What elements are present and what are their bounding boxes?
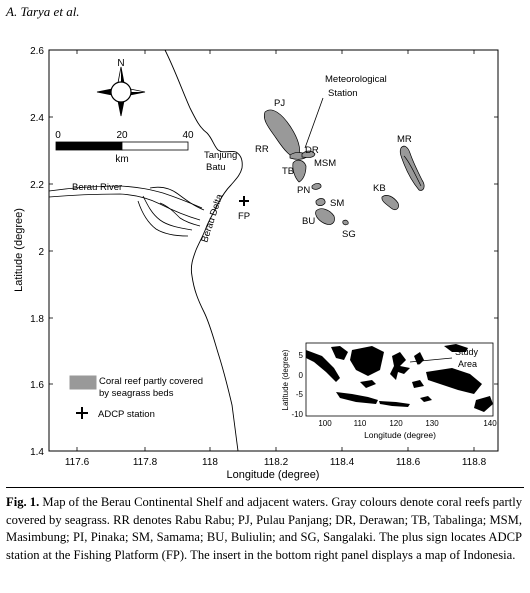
- label-bu: BU: [302, 216, 316, 227]
- scale-tick-20: 20: [116, 130, 128, 141]
- label-berau-river: Berau River: [72, 182, 123, 193]
- inset-y-tick-label: -10: [291, 410, 303, 419]
- y-tick-label: 2.6: [30, 46, 44, 57]
- legend-reef-line1: Coral reef partly covered: [99, 376, 204, 387]
- caption-text: Map of the Berau Continental Shelf and adjacent waters. Gray colours denote coral reefs partly covered by seagrass. RR denotes Rabu Rabu; PJ, Pulau Panjang; DR, Derawan; TB, Tabalinga; MSM, Masimbung; PI, Pinaka; SM, Samama; BU, Buliulin; and SG, Sangalaki. The plus sign locates ADCP station at the Fishing Platform (FP). The insert in the bottom right panel displays a map of Indonesia.: [6, 495, 523, 562]
- north-arrow-icon: [97, 67, 145, 116]
- scale-tick-0: 0: [55, 130, 61, 141]
- reef-samama: [316, 199, 325, 206]
- label-berau-delta: Berau Delta: [199, 192, 226, 244]
- inset-x-ticks: [318, 419, 497, 428]
- inset-y-axis-label: Latitude (degree): [281, 349, 290, 411]
- scale-tick-40: 40: [182, 130, 194, 141]
- label-fp: FP: [238, 211, 251, 222]
- y-tick-label: 1.4: [30, 447, 44, 458]
- inset-y-tick-label: -5: [295, 390, 303, 399]
- adcp-station-marker: [239, 196, 249, 206]
- y-tick-label: 2.2: [30, 180, 44, 191]
- x-tick-label: 117.8: [132, 457, 158, 468]
- legend-reef-line2: by seagrass beds: [99, 388, 174, 399]
- label-tanjung: Tanjung: [204, 150, 238, 161]
- reef-sangalaki: [343, 220, 348, 225]
- x-tick-label: 117.6: [64, 457, 90, 468]
- label-pj: PJ: [274, 98, 286, 109]
- label-met-station-2: Station: [328, 88, 358, 99]
- x-tick-label: 118.2: [263, 457, 289, 468]
- inset-study-area-label-1: Study: [455, 347, 479, 357]
- inset-x-tick-label: 140: [483, 419, 497, 428]
- label-met-station-1: Meteorological: [325, 74, 387, 85]
- label-kb: KB: [373, 183, 386, 194]
- legend-reef-swatch: [70, 376, 96, 389]
- berau-river-channels: [49, 186, 204, 236]
- y-axis-label: Latitude (degree): [13, 208, 25, 292]
- legend-adcp-label: ADCP station: [98, 409, 155, 420]
- scale-unit: km: [115, 154, 129, 165]
- x-tick-label: 118.8: [461, 457, 487, 468]
- label-sg: SG: [342, 229, 356, 240]
- inset-x-tick-label: 110: [353, 419, 367, 428]
- x-tick-label: 118.6: [395, 457, 421, 468]
- label-batu: Batu: [206, 162, 226, 173]
- reef-tabalinga: [293, 160, 306, 182]
- reef-pulau-panjang: [264, 110, 299, 157]
- inset-indonesia-map: [281, 343, 497, 440]
- reef-buliulin: [316, 209, 335, 225]
- inset-y-ticks: [291, 351, 303, 419]
- figure-caption: [6, 494, 522, 564]
- y-tick-label: 1.8: [30, 314, 44, 325]
- label-rr: RR: [255, 144, 269, 155]
- y-tick-label: 2: [38, 247, 44, 258]
- x-axis-label: Longitude (degree): [226, 469, 320, 481]
- inset-y-tick-label: 0: [298, 371, 303, 380]
- inset-y-tick-label: 5: [298, 351, 303, 360]
- compass-north-label: N: [117, 58, 125, 69]
- inset-x-tick-label: 120: [389, 419, 403, 428]
- inset-x-tick-label: 130: [425, 419, 439, 428]
- running-header: A. Tarya et al.: [6, 4, 80, 19]
- legend-adcp-plus-icon: [76, 407, 88, 419]
- label-pn: PN: [297, 185, 311, 196]
- label-dr: DR: [305, 145, 319, 156]
- label-msm: MSM: [314, 158, 337, 169]
- x-tick-label: 118.4: [329, 457, 355, 468]
- inset-x-tick-label: 100: [318, 419, 332, 428]
- coastline: [165, 50, 242, 451]
- inset-study-area-label-2: Area: [458, 359, 478, 369]
- scale-bar: [56, 142, 188, 150]
- caption-rule: [6, 487, 524, 488]
- x-tick-label: 118: [202, 457, 218, 468]
- label-tb: TB: [282, 166, 295, 177]
- caption-label: Fig. 1.: [6, 495, 40, 509]
- inset-x-axis-label: Longitude (degree): [364, 430, 436, 440]
- y-tick-label: 1.6: [30, 380, 44, 391]
- met-station-pointer: [305, 98, 323, 148]
- reef-kakaban: [382, 195, 399, 209]
- y-tick-label: 2.4: [30, 113, 44, 124]
- reef-pinaka: [312, 183, 321, 189]
- label-sm: SM: [330, 198, 345, 209]
- label-mr: MR: [397, 134, 412, 145]
